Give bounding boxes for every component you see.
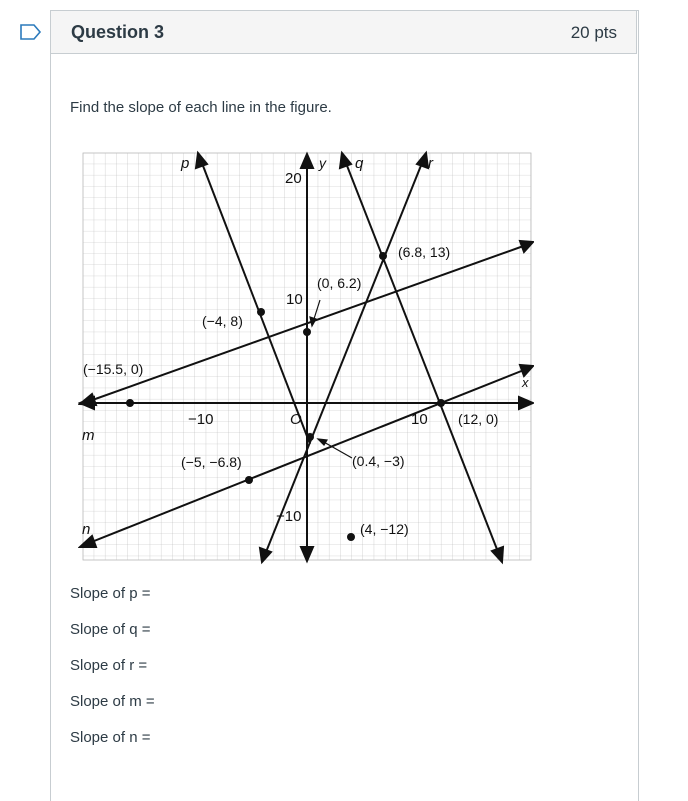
origin-label: O	[290, 411, 302, 428]
flag-icon[interactable]	[20, 24, 42, 40]
point-label-4-neg12: (4, −12)	[360, 521, 409, 537]
tick-label-y-neg10: −10	[276, 508, 302, 525]
tick-label-y-20: 20	[285, 170, 302, 187]
answer-label-p: Slope of p =	[70, 585, 151, 602]
point-12-0	[437, 399, 445, 407]
tick-label-y-10: 10	[286, 291, 303, 308]
line-label-r: r	[428, 155, 433, 172]
point-neg15-5-0	[126, 399, 134, 407]
answer-label-n: Slope of n =	[70, 729, 151, 746]
point-6-8-13	[379, 252, 387, 260]
x-axis-label: x	[522, 375, 529, 390]
question-title: Question 3	[71, 22, 165, 42]
point-0-4-neg3	[306, 433, 314, 441]
point-neg5-neg6-8	[245, 476, 253, 484]
question-points: 20 pts	[570, 23, 617, 42]
line-label-p: p	[181, 155, 190, 172]
answer-label-m: Slope of m =	[70, 693, 155, 710]
line-label-m: m	[82, 427, 95, 444]
answer-label-r: Slope of r =	[70, 657, 148, 674]
y-axis-label: y	[319, 155, 326, 171]
line-label-q: q	[355, 155, 364, 172]
tick-label-x-10: 10	[411, 411, 428, 428]
line-label-n: n	[82, 521, 91, 538]
answer-label-q: Slope of q =	[70, 621, 151, 638]
point-label-neg5-neg6-8: (−5, −6.8)	[181, 454, 242, 470]
point-neg4-8	[257, 308, 265, 316]
slope-figure	[78, 150, 534, 565]
point-label-0-6-2: (0, 6.2)	[317, 275, 362, 291]
point-label-6-8-13: (6.8, 13)	[398, 244, 451, 260]
point-label-neg4-8: (−4, 8)	[202, 313, 243, 329]
point-label-neg15-5-0: (−15.5, 0)	[83, 361, 144, 377]
question-header	[50, 10, 637, 54]
tick-label-x-neg10: −10	[188, 411, 214, 428]
question-prompt: Find the slope of each line in the figure.	[70, 99, 332, 116]
point-label-12-0: (12, 0)	[458, 411, 499, 427]
point-0-6-2	[303, 328, 311, 336]
point-4-neg12	[347, 533, 355, 541]
point-label-0-4-neg3: (0.4, −3)	[352, 453, 405, 469]
